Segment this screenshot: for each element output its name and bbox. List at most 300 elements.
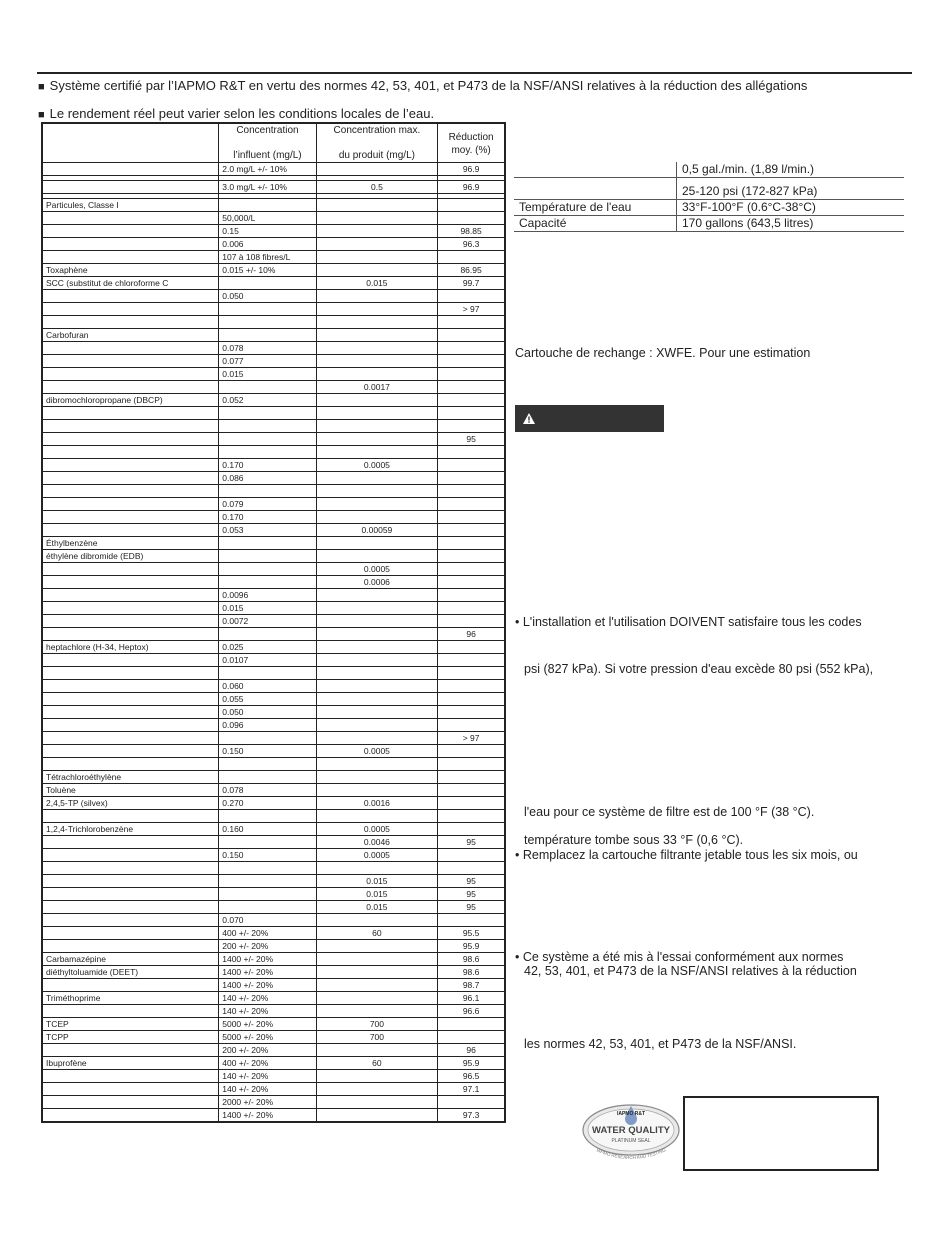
table-cell: 700	[316, 1018, 438, 1031]
tested-text-2: 42, 53, 401, et P473 de la NSF/ANSI relatives à la réduction	[524, 964, 857, 978]
table-cell	[438, 537, 505, 550]
table-cell	[438, 381, 505, 394]
norms-text: les normes 42, 53, 401, et P473 de la NSF/ANSI.	[524, 1037, 797, 1051]
table-cell	[42, 602, 219, 615]
specifications-table	[514, 162, 904, 232]
table-cell: 0.015	[316, 901, 438, 914]
table-cell	[316, 329, 438, 342]
table-row	[42, 1070, 505, 1083]
table-cell: > 97	[438, 732, 505, 745]
table-cell	[438, 667, 505, 680]
spec-row	[514, 184, 904, 200]
table-cell: 0.00059	[316, 524, 438, 537]
table-row	[42, 836, 505, 849]
table-cell	[316, 914, 438, 927]
table-cell	[438, 524, 505, 537]
table-cell: 140 +/- 20%	[219, 1083, 316, 1096]
table-cell	[316, 719, 438, 732]
table-row	[42, 797, 505, 810]
table-cell: 0.015	[219, 602, 316, 615]
table-row	[42, 823, 505, 836]
table-cell	[316, 966, 438, 979]
table-cell	[316, 706, 438, 719]
table-cell	[42, 563, 219, 576]
table-cell: 1400 +/- 20%	[219, 966, 316, 979]
table-cell	[316, 316, 438, 329]
table-cell	[219, 199, 316, 212]
table-cell	[438, 784, 505, 797]
table-cell	[316, 446, 438, 459]
table-row	[42, 459, 505, 472]
table-row	[42, 1109, 505, 1123]
table-cell: 0.170	[219, 459, 316, 472]
table-cell: 96.1	[438, 992, 505, 1005]
table-cell	[438, 862, 505, 875]
table-cell	[316, 1096, 438, 1109]
table-cell	[219, 420, 316, 433]
table-cell	[438, 355, 505, 368]
table-cell: 97.3	[438, 1109, 505, 1123]
table-row	[42, 1044, 505, 1057]
table-cell: 0.0072	[219, 615, 316, 628]
warning-icon	[523, 413, 535, 424]
header-influent-concentration: Concentration l’influent (mg/L)	[219, 123, 316, 163]
table-cell	[42, 914, 219, 927]
table-cell: 0.0046	[316, 836, 438, 849]
table-cell	[219, 836, 316, 849]
table-cell: 0.015	[219, 368, 316, 381]
table-cell: 0.0005	[316, 459, 438, 472]
table-cell	[42, 719, 219, 732]
table-cell	[42, 212, 219, 225]
table-row	[42, 901, 505, 914]
table-cell: 5000 +/- 20%	[219, 1031, 316, 1044]
table-cell	[316, 407, 438, 420]
header-rule	[37, 72, 912, 74]
table-cell: 0.070	[219, 914, 316, 927]
table-cell: 0.015	[316, 875, 438, 888]
table-row	[42, 290, 505, 303]
table-cell	[438, 316, 505, 329]
table-cell	[438, 823, 505, 836]
bullet-square-icon: ■	[38, 109, 45, 121]
table-cell	[316, 758, 438, 771]
table-cell: 0.150	[219, 745, 316, 758]
table-cell	[316, 602, 438, 615]
table-cell: 95.5	[438, 927, 505, 940]
table-cell	[42, 758, 219, 771]
spec-row	[514, 200, 904, 216]
table-row	[42, 888, 505, 901]
table-cell	[316, 303, 438, 316]
table-cell	[316, 992, 438, 1005]
table-cell	[42, 628, 219, 641]
table-row	[42, 407, 505, 420]
table-cell	[42, 1096, 219, 1109]
table-row	[42, 1057, 505, 1070]
table-cell	[316, 394, 438, 407]
table-cell: 0.150	[219, 849, 316, 862]
temperature-text-1: l'eau pour ce système de filtre est de 100 °F (38 °C).	[524, 805, 815, 819]
spec-value: 33°F-100°F (0.6°C-38°C)	[677, 200, 905, 216]
table-row	[42, 433, 505, 446]
table-cell: 1400 +/- 20%	[219, 1109, 316, 1123]
table-cell	[42, 303, 219, 316]
table-cell: 0.052	[219, 394, 316, 407]
table-row	[42, 329, 505, 342]
table-cell: 99.7	[438, 277, 505, 290]
table-cell: 0.15	[219, 225, 316, 238]
table-cell: TCPP	[42, 1031, 219, 1044]
spec-value: 0,5 gal./min. (1,89 l/min.)	[677, 162, 905, 178]
table-cell	[42, 615, 219, 628]
table-cell: 0.096	[219, 719, 316, 732]
temperature-text-2: température tombe sous 33 °F (0,6 °C).	[524, 833, 744, 847]
empty-notice-box	[683, 1096, 879, 1171]
table-cell	[316, 251, 438, 264]
table-cell	[42, 225, 219, 238]
table-cell: 0.077	[219, 355, 316, 368]
table-cell	[219, 667, 316, 680]
table-cell	[219, 810, 316, 823]
table-cell	[438, 459, 505, 472]
table-cell: 0.015	[316, 888, 438, 901]
table-cell	[438, 615, 505, 628]
table-cell	[316, 212, 438, 225]
table-cell: 0.015	[316, 277, 438, 290]
table-cell	[219, 862, 316, 875]
table-row	[42, 927, 505, 940]
contaminant-table	[41, 122, 506, 1123]
table-row	[42, 771, 505, 784]
table-cell: 140 +/- 20%	[219, 1005, 316, 1018]
table-row	[42, 602, 505, 615]
table-cell	[438, 758, 505, 771]
table-cell	[316, 615, 438, 628]
table-row	[42, 1005, 505, 1018]
table-cell	[316, 589, 438, 602]
table-cell	[316, 628, 438, 641]
table-row	[42, 163, 505, 176]
table-cell	[42, 745, 219, 758]
table-row	[42, 979, 505, 992]
table-cell: 0.0006	[316, 576, 438, 589]
table-cell: Triméthoprime	[42, 992, 219, 1005]
table-cell	[42, 732, 219, 745]
svg-text:WATER QUALITY: WATER QUALITY	[592, 1125, 670, 1136]
table-row	[42, 251, 505, 264]
table-cell: 0.160	[219, 823, 316, 836]
table-row	[42, 498, 505, 511]
performance-text: Le rendement réel peut varier selon les conditions locales de l’eau.	[49, 106, 435, 121]
table-row	[42, 810, 505, 823]
table-row	[42, 446, 505, 459]
table-row	[42, 303, 505, 316]
table-cell	[438, 1018, 505, 1031]
table-cell: 86.95	[438, 264, 505, 277]
table-cell: 0.5	[316, 181, 438, 194]
table-cell	[438, 1096, 505, 1109]
table-cell	[316, 472, 438, 485]
certification-note	[38, 78, 807, 93]
table-cell: 0.0096	[219, 589, 316, 602]
table-cell	[219, 407, 316, 420]
table-row	[42, 706, 505, 719]
table-cell	[42, 667, 219, 680]
table-cell: 200 +/- 20%	[219, 1044, 316, 1057]
table-cell	[438, 641, 505, 654]
table-cell	[219, 732, 316, 745]
table-cell	[42, 163, 219, 176]
table-cell	[438, 212, 505, 225]
table-row	[42, 420, 505, 433]
spec-label	[514, 162, 677, 178]
warning-banner	[515, 405, 664, 432]
table-cell: 95	[438, 875, 505, 888]
table-cell	[316, 667, 438, 680]
table-row	[42, 524, 505, 537]
spec-row	[514, 216, 904, 232]
table-row	[42, 1031, 505, 1044]
table-cell: 5000 +/- 20%	[219, 1018, 316, 1031]
table-cell	[316, 163, 438, 176]
table-cell: 0.170	[219, 511, 316, 524]
table-cell	[42, 940, 219, 953]
table-cell	[219, 550, 316, 563]
table-cell: Carbofuran	[42, 329, 219, 342]
table-cell: 2000 +/- 20%	[219, 1096, 316, 1109]
spec-label	[514, 184, 677, 200]
table-row	[42, 576, 505, 589]
table-row	[42, 732, 505, 745]
table-cell	[316, 485, 438, 498]
table-cell	[42, 420, 219, 433]
table-cell	[316, 199, 438, 212]
table-cell: 0.079	[219, 498, 316, 511]
table-cell	[219, 381, 316, 394]
table-cell: dibromochloropropane (DBCP)	[42, 394, 219, 407]
table-cell: 140 +/- 20%	[219, 992, 316, 1005]
table-row	[42, 238, 505, 251]
svg-text:IAPMO RESEARCH AND TESTING: IAPMO RESEARCH AND TESTING	[595, 1147, 667, 1161]
table-cell: 96	[438, 628, 505, 641]
table-row	[42, 615, 505, 628]
table-cell	[42, 238, 219, 251]
table-cell	[219, 758, 316, 771]
table-cell	[42, 290, 219, 303]
table-cell	[438, 849, 505, 862]
table-row	[42, 992, 505, 1005]
table-cell: 0.055	[219, 693, 316, 706]
table-body	[42, 163, 505, 1123]
table-cell	[316, 264, 438, 277]
table-cell	[219, 446, 316, 459]
table-row	[42, 472, 505, 485]
table-cell: 96.6	[438, 1005, 505, 1018]
table-cell	[438, 810, 505, 823]
table-cell	[316, 511, 438, 524]
table-cell	[438, 342, 505, 355]
table-cell	[42, 316, 219, 329]
table-cell	[219, 537, 316, 550]
table-cell: 107 à 108 fibres/L	[219, 251, 316, 264]
table-cell	[42, 181, 219, 194]
table-cell	[42, 446, 219, 459]
table-cell	[316, 420, 438, 433]
table-cell	[438, 446, 505, 459]
table-row	[42, 719, 505, 732]
table-cell	[316, 355, 438, 368]
table-cell	[42, 576, 219, 589]
table-cell	[438, 199, 505, 212]
table-row	[42, 537, 505, 550]
performance-note	[38, 106, 434, 121]
table-cell	[219, 771, 316, 784]
table-cell	[438, 329, 505, 342]
table-row	[42, 862, 505, 875]
table-cell: 0.078	[219, 342, 316, 355]
table-cell	[316, 1109, 438, 1123]
table-cell: 95.9	[438, 1057, 505, 1070]
table-row	[42, 745, 505, 758]
table-cell	[316, 1044, 438, 1057]
table-cell	[42, 511, 219, 524]
table-cell: 60	[316, 1057, 438, 1070]
table-cell	[42, 875, 219, 888]
table-row	[42, 654, 505, 667]
table-cell	[438, 576, 505, 589]
table-cell	[316, 1070, 438, 1083]
table-row	[42, 368, 505, 381]
table-row	[42, 181, 505, 194]
table-cell: SCC (substitut de chloroforme C	[42, 277, 219, 290]
table-cell: 0.0107	[219, 654, 316, 667]
certification-text: Système certifié par l’IAPMO R&T en vertu des normes 42, 53, 401, et P473 de la NSF/ANSI relatives à la réduction des allégations	[49, 78, 808, 93]
table-cell: heptachlore (H-34, Heptox)	[42, 641, 219, 654]
table-cell: 0.0005	[316, 823, 438, 836]
svg-text:PLATINUM SEAL: PLATINUM SEAL	[611, 1138, 651, 1144]
table-row	[42, 550, 505, 563]
table-cell: 50,000/L	[219, 212, 316, 225]
table-cell: 95	[438, 433, 505, 446]
table-row	[42, 940, 505, 953]
table-cell	[316, 693, 438, 706]
table-cell: 98.85	[438, 225, 505, 238]
table-cell: 97.1	[438, 1083, 505, 1096]
table-cell	[316, 550, 438, 563]
table-cell	[316, 433, 438, 446]
table-cell: 96.9	[438, 163, 505, 176]
table-cell: 0.0005	[316, 745, 438, 758]
table-cell	[42, 849, 219, 862]
table-cell	[42, 680, 219, 693]
table-cell: Particules, Classe I	[42, 199, 219, 212]
installation-text: • L'installation et l'utilisation DOIVENT satisfaire tous les codes	[515, 615, 862, 629]
table-cell: 0.270	[219, 797, 316, 810]
table-cell	[438, 602, 505, 615]
spec-row	[514, 162, 904, 178]
table-cell	[438, 485, 505, 498]
table-row	[42, 966, 505, 979]
table-cell	[316, 771, 438, 784]
header-max-product-concentration: Concentration max. du produit (mg/L)	[316, 123, 438, 163]
table-cell	[42, 654, 219, 667]
table-row	[42, 264, 505, 277]
table-cell: 700	[316, 1031, 438, 1044]
table-row	[42, 693, 505, 706]
table-cell	[316, 784, 438, 797]
table-cell	[42, 862, 219, 875]
table-row	[42, 849, 505, 862]
table-cell	[316, 498, 438, 511]
table-cell: 0.0016	[316, 797, 438, 810]
spec-value: 25-120 psi (172-827 kPa)	[677, 184, 905, 200]
table-cell: Toxaphène	[42, 264, 219, 277]
table-cell: 95	[438, 888, 505, 901]
table-cell	[316, 290, 438, 303]
table-row	[42, 641, 505, 654]
table-cell: 96.9	[438, 181, 505, 194]
table-cell	[42, 1109, 219, 1123]
table-cell	[42, 927, 219, 940]
table-cell	[438, 589, 505, 602]
table-cell: 0.086	[219, 472, 316, 485]
table-cell	[316, 238, 438, 251]
table-cell	[438, 563, 505, 576]
table-cell	[438, 706, 505, 719]
table-row	[42, 1018, 505, 1031]
spec-label: Capacité	[514, 216, 677, 232]
table-cell: 96.5	[438, 1070, 505, 1083]
table-cell	[438, 420, 505, 433]
table-cell	[219, 485, 316, 498]
table-cell	[438, 680, 505, 693]
table-cell	[42, 901, 219, 914]
table-cell: 0.0017	[316, 381, 438, 394]
table-cell: TCEP	[42, 1018, 219, 1031]
table-row	[42, 1096, 505, 1109]
table-cell: Toluène	[42, 784, 219, 797]
table-cell	[42, 810, 219, 823]
table-cell	[219, 628, 316, 641]
table-cell	[42, 706, 219, 719]
table-cell	[438, 511, 505, 524]
table-cell: 95	[438, 901, 505, 914]
table-cell: 1400 +/- 20%	[219, 953, 316, 966]
table-row	[42, 680, 505, 693]
table-row	[42, 394, 505, 407]
table-cell	[219, 433, 316, 446]
table-cell	[438, 693, 505, 706]
table-row	[42, 953, 505, 966]
table-cell: 2,4,5-TP (silvex)	[42, 797, 219, 810]
table-cell	[42, 589, 219, 602]
table-cell	[42, 472, 219, 485]
table-cell: Ibuprofène	[42, 1057, 219, 1070]
spec-value: 170 gallons (643,5 litres)	[677, 216, 905, 232]
table-cell	[219, 576, 316, 589]
table-cell	[219, 329, 316, 342]
table-cell	[42, 836, 219, 849]
table-cell: 1400 +/- 20%	[219, 979, 316, 992]
table-cell	[438, 550, 505, 563]
table-cell	[316, 1083, 438, 1096]
table-cell	[42, 979, 219, 992]
table-cell: 400 +/- 20%	[219, 1057, 316, 1070]
table-row	[42, 199, 505, 212]
table-cell: Éthylbenzène	[42, 537, 219, 550]
table-cell	[438, 407, 505, 420]
